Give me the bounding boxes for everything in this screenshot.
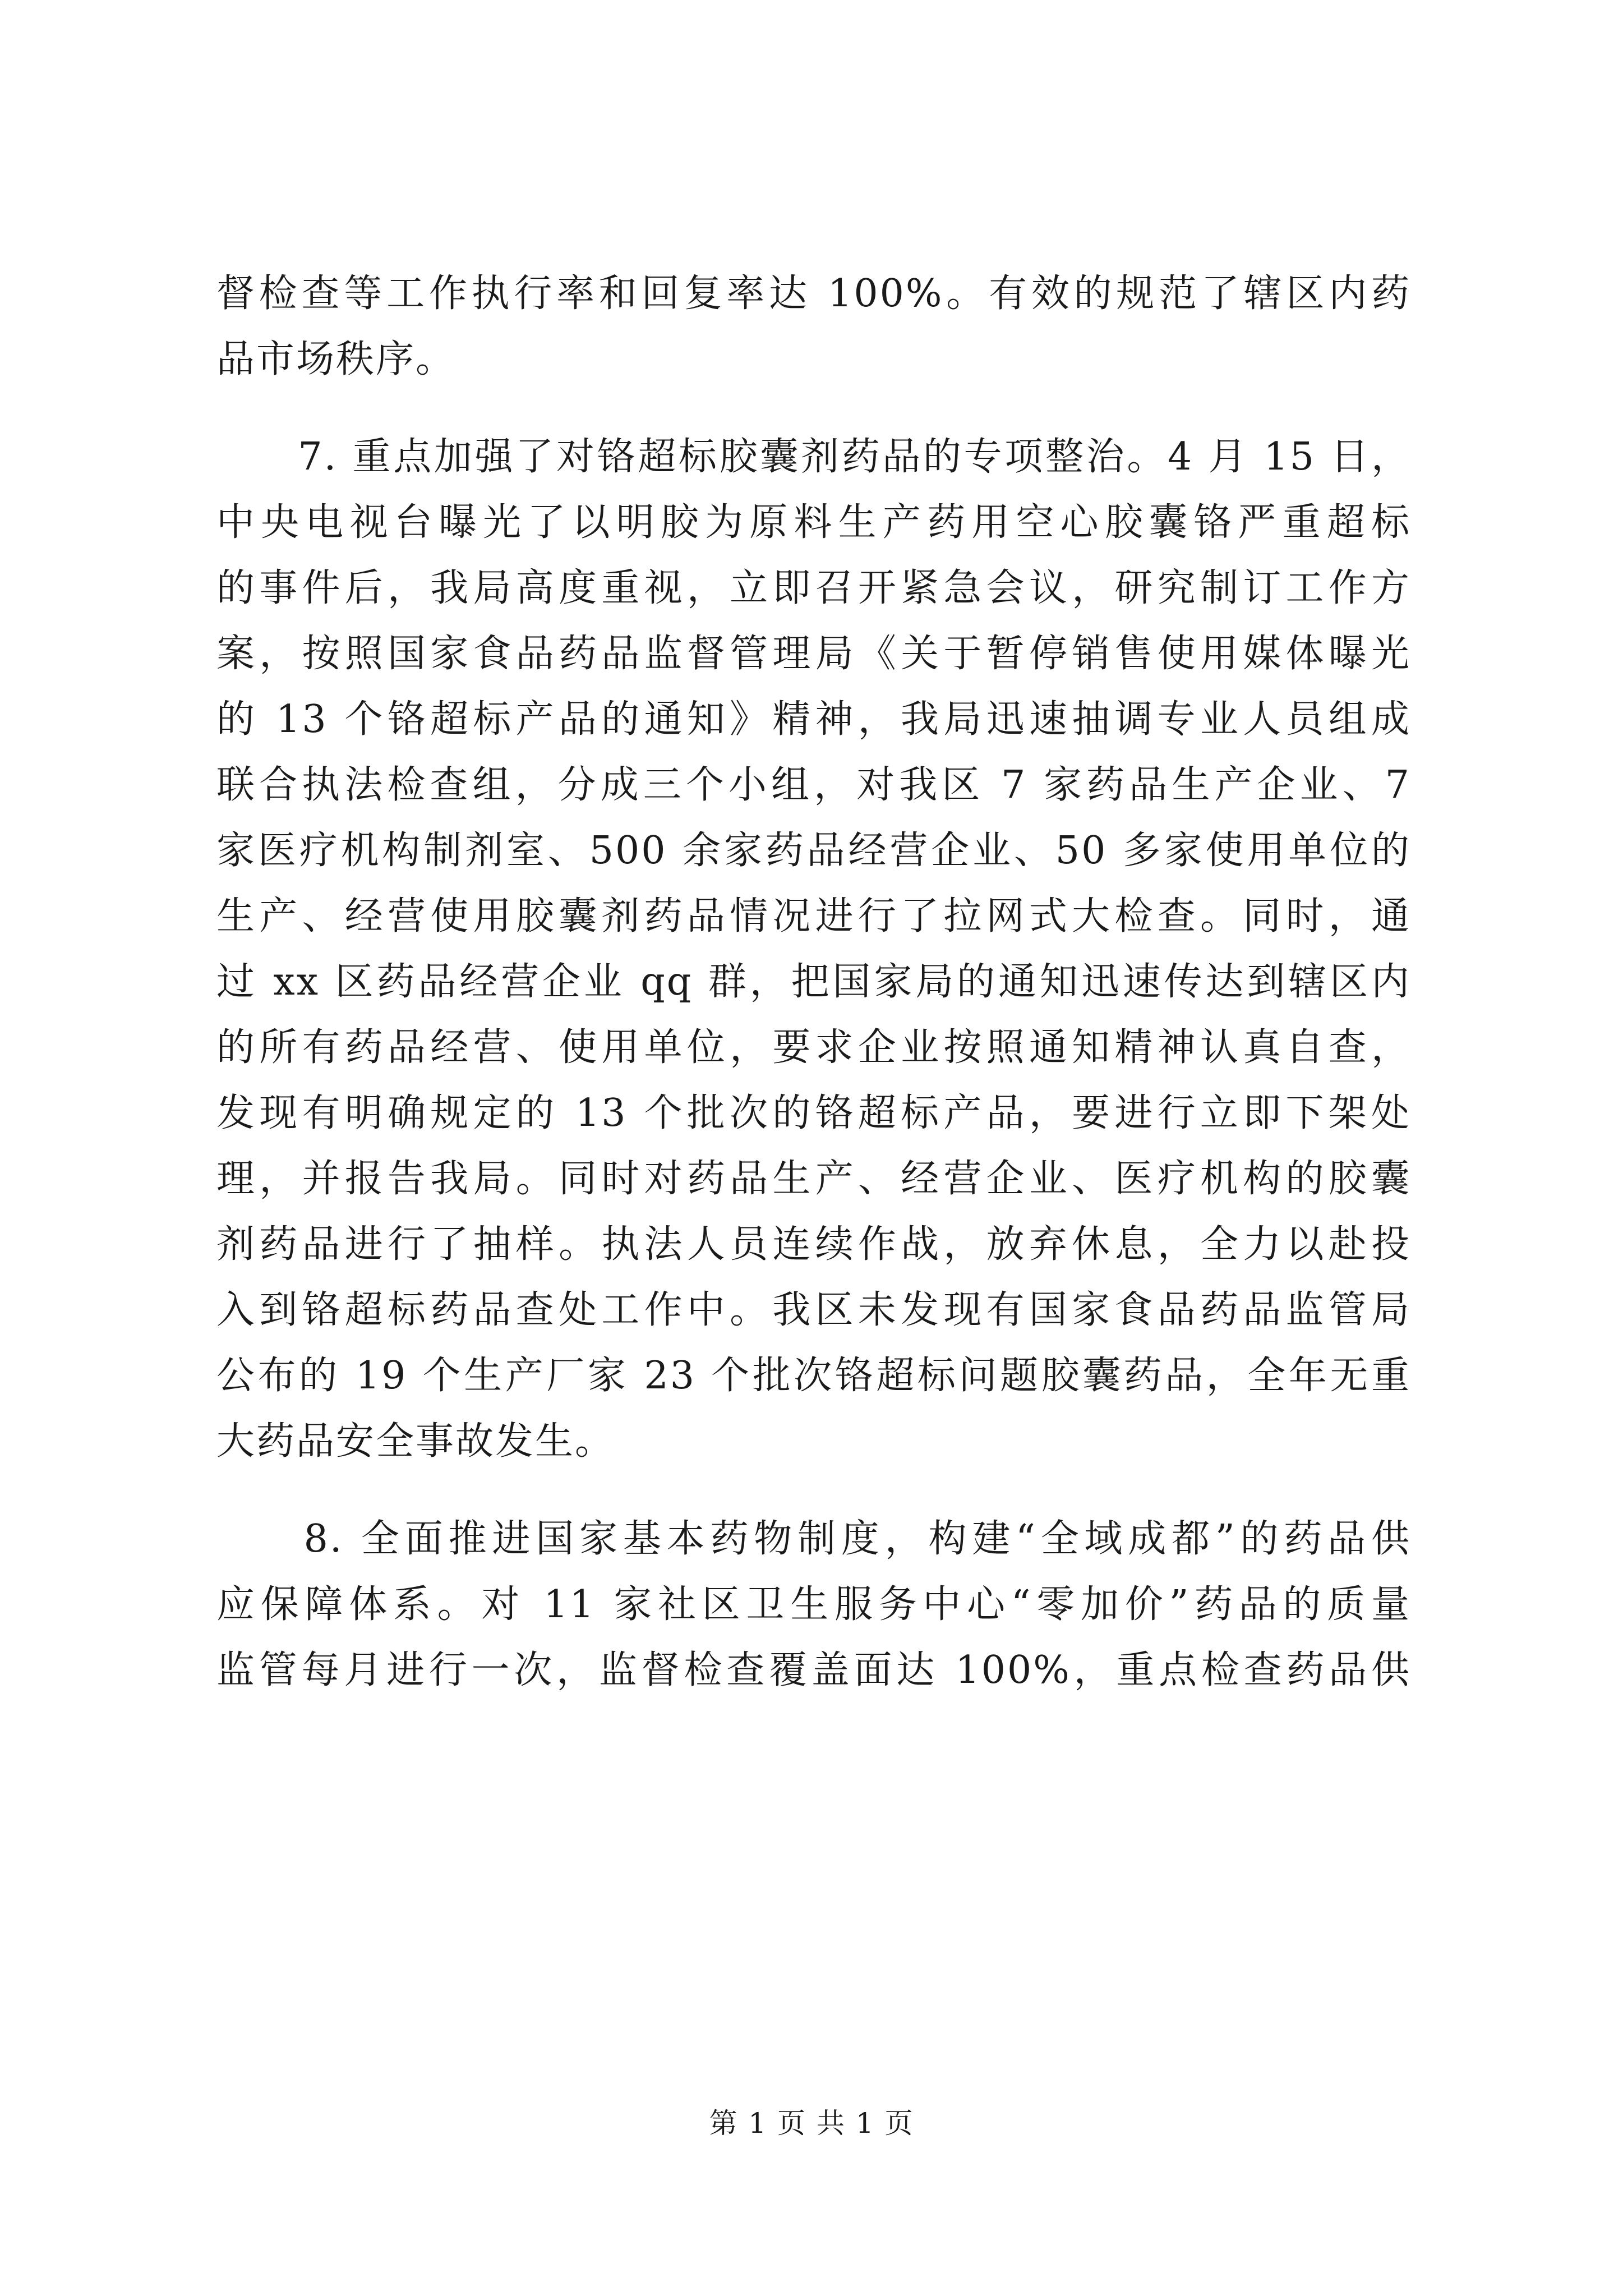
- text-line: 应保障体系。对 11 家社区卫生服务中心“零加价”药品的质量: [216, 1582, 1411, 1627]
- text-line: 品市场秩序。: [216, 337, 456, 381]
- page-footer: [0, 2101, 1623, 2141]
- text-line: 督检查等工作执行率和回复率达 100%。有效的规范了辖区内药: [216, 272, 1411, 316]
- text-line: 大药品安全事故发生。: [216, 1419, 615, 1464]
- text-line: 案，按照国家食品药品监督管理局《关于暂停销售使用媒体曝光: [216, 632, 1411, 676]
- text-line: 入到铬超标药品查处工作中。我区未发现有国家食品药品监管局: [216, 1288, 1411, 1332]
- text-line: 的 13 个铬超标产品的通知》精神，我局迅速抽调专业人员组成: [216, 697, 1411, 742]
- text-line: 剂药品进行了抽样。执法人员连续作战，放弃休息，全力以赴投: [216, 1222, 1411, 1267]
- text-line: 8. 全面推进国家基本药物制度，构建“全域成都”的药品供: [216, 1517, 1411, 1561]
- paragraph: [216, 261, 1411, 392]
- text-line: 联合执法检查组，分成三个小组，对我区 7 家药品生产企业、7: [216, 763, 1411, 807]
- text-line: 的所有药品经营、使用单位，要求企业按照通知精神认真自查，: [216, 1025, 1411, 1070]
- text-line: 家医疗机构制剂室、500 余家药品经营企业、50 多家使用单位的: [216, 829, 1411, 873]
- text-line: 7. 重点加强了对铬超标胶囊剂药品的专项整治。4 月 15 日，: [216, 435, 1411, 479]
- text-line: 理，并报告我局。同时对药品生产、经营企业、医疗机构的胶囊: [216, 1157, 1411, 1201]
- text-line: 监管每月进行一次，监督检查覆盖面达 100%，重点检查药品供: [216, 1648, 1411, 1692]
- text-line: 过 xx 区药品经营企业 qq 群，把国家局的通知迅速传达到辖区内: [216, 960, 1411, 1004]
- text-line: 发现有明确规定的 13 个批次的铬超标产品，要进行立即下架处: [216, 1091, 1411, 1135]
- text-line: 中央电视台曝光了以明胶为原料生产药用空心胶囊铬严重超标: [216, 500, 1411, 545]
- text-line: 公布的 19 个生产厂家 23 个批次铬超标问题胶囊药品，全年无重: [216, 1354, 1411, 1398]
- text-line: 生产、经营使用胶囊剂药品情况进行了拉网式大检查。同时，通: [216, 894, 1411, 938]
- page-number-label: 第 1 页 共 1 页: [709, 2107, 914, 2139]
- document-body: [216, 261, 1411, 1703]
- paragraph: [216, 1506, 1411, 1703]
- text-line: 的事件后，我局高度重视，立即召开紧急会议，研究制订工作方: [216, 566, 1411, 610]
- paragraph: [216, 424, 1411, 1474]
